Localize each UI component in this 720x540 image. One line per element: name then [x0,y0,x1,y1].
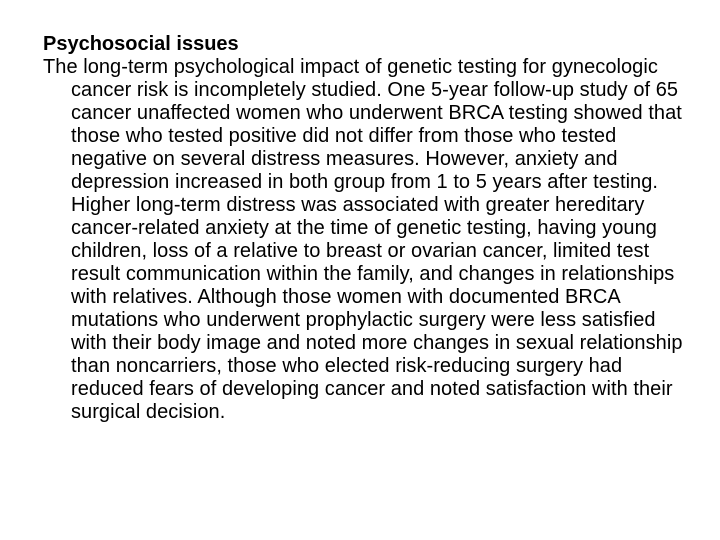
text-block [43,33,683,424]
section-heading: Psychosocial issues [43,33,239,55]
section-paragraph: The long-term psychological impact of genetic testing for gynecologic cancer risk is incompletely studied. One 5-year follow-up study of 65 cancer unaffected women who underwent BRCA testing showed that those who tested positive did not differ from those who tested negative on several distress measures. However, anxiety and depression increased in both group from 1 to 5 years after testing. Higher long-term distress was associated with greater hereditary cancer-related anxiety at the time of genetic testing, having young children, loss of a relative to breast or ovarian cancer, limited test result communication within the family, and changes in relationships with relatives. Although those women with documented BRCA mutations who underwent prophylactic surgery were less satisfied with their body image and noted more changes in sexual relationship than noncarriers, those who elected risk-reducing surgery had reduced fears of developing cancer and noted satisfaction with their surgical decision. [43,56,683,423]
